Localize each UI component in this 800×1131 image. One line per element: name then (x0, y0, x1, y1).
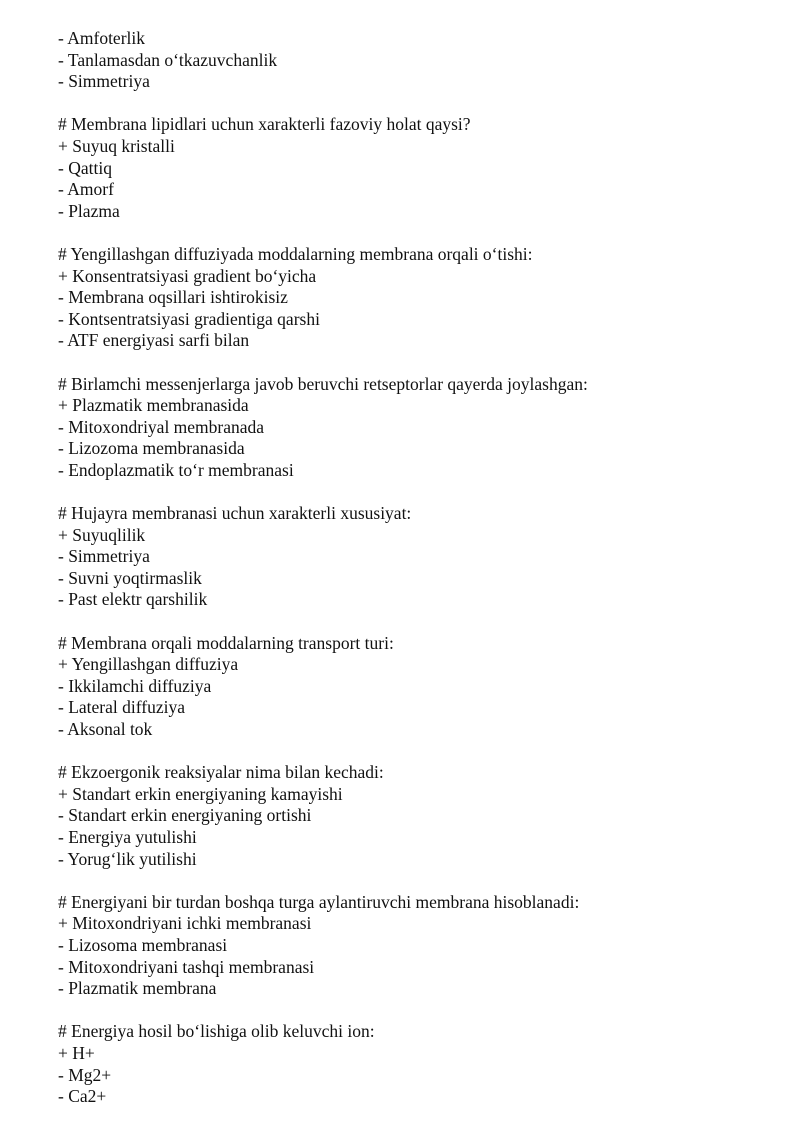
answer-option: - Simmetriya (58, 71, 150, 92)
answer-option: - Past elektr qarshilik (58, 589, 208, 610)
answer-option: - Simmetriya (58, 546, 150, 567)
question-block (58, 892, 778, 1000)
question-text: # Membrana orqali moddalarning transport turi: (58, 632, 394, 653)
question-text: # Birlamchi messenjerlarga javob beruvchi retseptorlar qayerda joylashgan: (58, 373, 588, 394)
question-block (58, 244, 778, 352)
answer-option: + Suyuqlilik (58, 524, 146, 545)
question-text: # Membrana lipidlari uchun xarakterli fazoviy holat qaysi? (58, 114, 471, 135)
answer-option: - Amfoterlik (58, 28, 145, 48)
question-text: # Yengillashgan diffuziyada moddalarning membrana orqali o‘tishi: (58, 243, 533, 264)
question-text: # Ekzoergonik reaksiyalar nima bilan kechadi: (58, 762, 384, 783)
answer-option: - Aksonal tok (58, 719, 153, 739)
question-block (58, 114, 778, 222)
question-text: # Hujayra membranasi uchun xarakterli xususiyat: (58, 503, 412, 524)
answer-option: - Ca2+ (58, 1086, 107, 1107)
answer-option: + Standart erkin energiyaning kamayishi (58, 783, 343, 804)
answer-option: - Tanlamasdan o‘tkazuvchanlik (58, 49, 278, 70)
intro-options-block (58, 28, 778, 93)
answer-option: + Mitoxondriyani ichki membranasi (58, 913, 312, 934)
answer-option: - Mitoxondriyal membranada (58, 416, 265, 437)
question-block (58, 374, 778, 482)
answer-option: - Qattiq (58, 157, 112, 178)
answer-option: + Suyuq kristalli (58, 135, 175, 156)
answer-option: - Ikkilamchi diffuziya (58, 675, 212, 696)
question-block (58, 633, 778, 741)
answer-option: - Plazma (58, 200, 120, 221)
question-block (58, 762, 778, 870)
answer-option: + Konsentratsiyasi gradient bo‘yicha (58, 265, 317, 286)
answer-option: - Suvni yoqtirmaslik (58, 567, 202, 588)
question-text: # Energiyani bir turdan boshqa turga aylantiruvchi membrana hisoblanadi: (58, 891, 580, 912)
answer-option: - Membrana oqsillari ishtirokisiz (58, 287, 288, 308)
question-block (58, 1021, 778, 1107)
answer-option: - Mg2+ (58, 1064, 112, 1085)
answer-option: + Yengillashgan diffuziya (58, 654, 239, 675)
answer-option: - ATF energiyasi sarfi bilan (58, 330, 250, 351)
answer-option: - Plazmatik membrana (58, 978, 217, 999)
answer-option: - Kontsentratsiyasi gradientiga qarshi (58, 308, 320, 329)
answer-option: - Lateral diffuziya (58, 697, 185, 718)
answer-option: - Lizozoma membranasida (58, 438, 245, 459)
answer-option: - Energiya yutulishi (58, 826, 197, 847)
answer-option: - Mitoxondriyani tashqi membranasi (58, 956, 315, 977)
question-text: # Energiya hosil bo‘lishiga olib keluvchi ion: (58, 1021, 375, 1042)
answer-option: - Endoplazmatik to‘r membranasi (58, 459, 294, 480)
question-block (58, 503, 778, 611)
answer-option: + H+ (58, 1042, 95, 1063)
answer-option: - Amorf (58, 179, 114, 200)
answer-option: + Plazmatik membranasida (58, 395, 249, 416)
answer-option: - Standart erkin energiyaning ortishi (58, 805, 312, 826)
answer-option: - Yorug‘lik yutilishi (58, 848, 197, 869)
answer-option: - Lizosoma membranasi (58, 934, 228, 955)
document-page (58, 28, 778, 1108)
